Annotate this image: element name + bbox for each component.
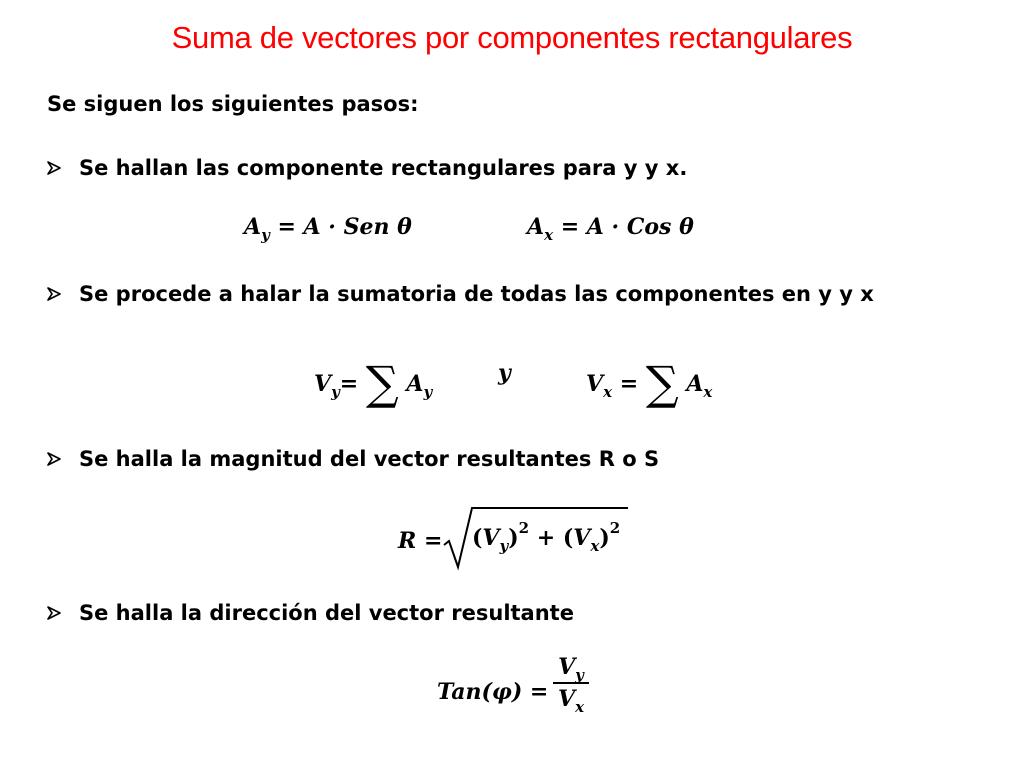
formula-r-lhs: R = — [398, 528, 443, 554]
intro-text: Se siguen los siguientes pasos: — [47, 92, 419, 116]
arrow-bullet-icon — [47, 606, 61, 620]
step-2 — [47, 279, 977, 309]
step-4 — [47, 598, 977, 628]
formula-ay: $A_y = A$ · Sen θ — [244, 214, 412, 244]
step-1 — [47, 153, 977, 183]
arrow-bullet-icon — [47, 452, 61, 466]
step-2-text: Se procede a halar la sumatoria de todas las componentes en y y x — [79, 282, 874, 306]
conjunction-y: y — [498, 360, 511, 386]
summation-symbol: ∑ — [365, 356, 399, 410]
step-1-text: Se hallan las componente rectangulares para y y x. — [79, 156, 688, 180]
formula-vx-sum: $V_x$ = ∑ $A_x$ — [586, 356, 713, 410]
slide-title: Suma de vectores por componentes rectangulares — [171, 20, 853, 55]
formula-ax: $A_x = A$ · Cos θ — [527, 214, 694, 244]
arrow-bullet-icon — [47, 287, 61, 301]
fraction-numerator: $V_y$ — [558, 654, 584, 684]
fraction-denominator: $V_x$ — [557, 686, 585, 716]
step-3-text: Se halla la magnitud del vector resultantes R o S — [79, 447, 660, 471]
formula-r-radical — [442, 505, 632, 571]
arrow-bullet-icon — [47, 161, 61, 175]
formula-vy-sum: $V_y=$ ∑ $A_y$ — [314, 356, 433, 410]
step-4-text: Se halla la dirección del vector resultante — [79, 601, 574, 625]
formula-r-radicand: $(V_y)^2 + (V_x)^2$ — [472, 519, 621, 555]
summation-symbol: ∑ — [645, 356, 679, 410]
formula-tan-lhs: Tan(φ) = — [437, 679, 549, 705]
step-3 — [47, 444, 977, 474]
formula-tan-fraction — [553, 654, 589, 716]
